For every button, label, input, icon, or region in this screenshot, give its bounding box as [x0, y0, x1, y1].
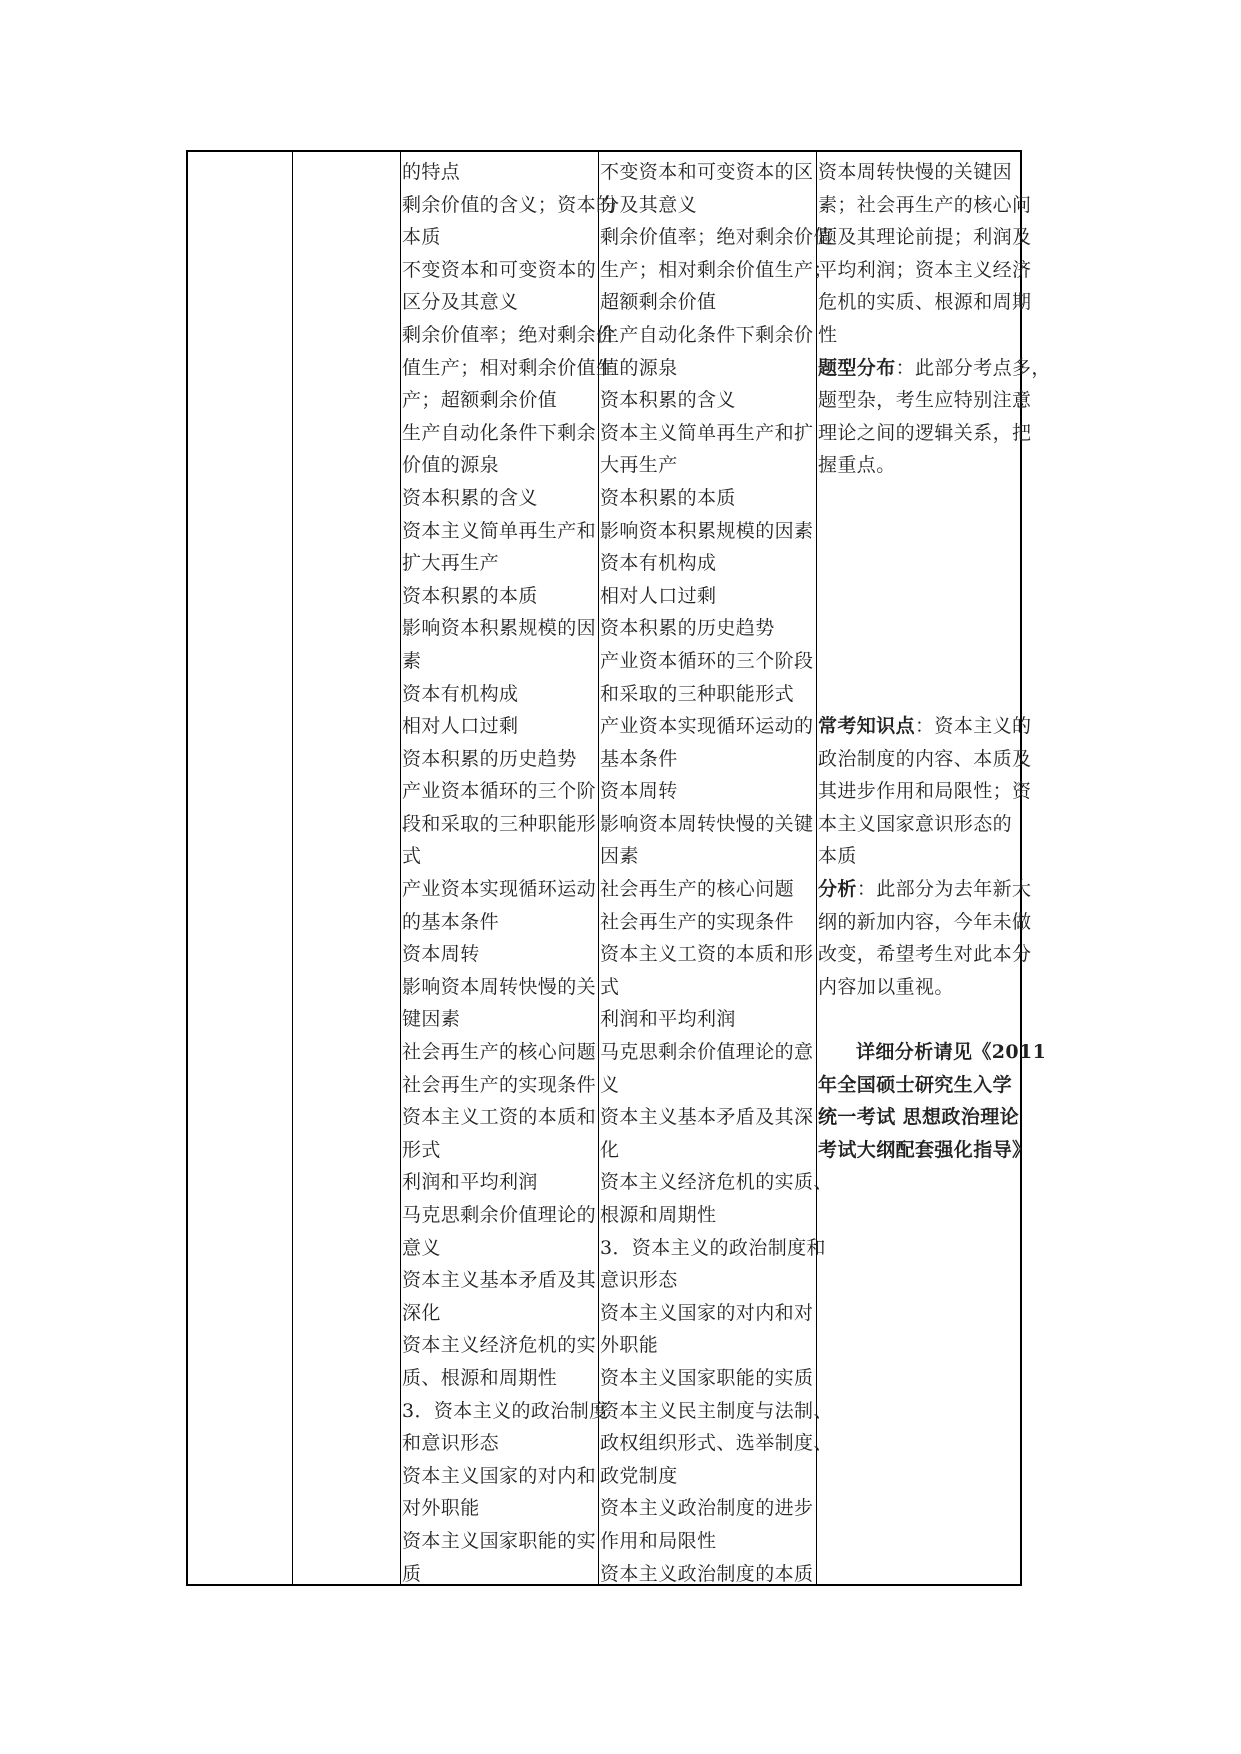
content-line: 本主义国家意识形态的 — [818, 812, 1013, 835]
content-line: 社会再生产的核心问题 — [600, 878, 795, 901]
content-line: 式 — [402, 845, 422, 868]
content-line: 其进步作用和局限性；资 — [818, 780, 1032, 803]
content-line: 键因素 — [402, 1008, 461, 1031]
content-line: 影响资本积累规模的因素 — [600, 519, 814, 542]
common-knowledge-heading — [818, 710, 1032, 743]
reference-note — [818, 1036, 1047, 1166]
content-line: 资本主义经济危机的实质、 — [600, 1171, 833, 1194]
content-line: 本质 — [402, 226, 441, 249]
content-line: 题型杂，考生应特别注意 — [818, 389, 1032, 412]
question-type-block — [818, 384, 1032, 482]
content-line: 资本有机构成 — [600, 552, 717, 575]
content-line: 资本有机构成 — [402, 682, 519, 705]
content-line: 资本主义政治制度的本质 — [600, 1562, 814, 1585]
content-line: 相对人口过剩 — [600, 584, 717, 607]
reference-line: 统一考试 思想政治理论 — [818, 1106, 1020, 1129]
reference-line: 考试大纲配套强化指导》 — [818, 1138, 1032, 1161]
content-line: 资本积累的含义 — [402, 486, 538, 509]
content-line: 危机的实质、根源和周期 — [818, 291, 1032, 314]
content-line: 资本积累的历史趋势 — [402, 747, 577, 770]
question-type-heading — [818, 352, 1051, 385]
content-line: 内容加以重视。 — [818, 975, 954, 998]
column-divider — [400, 152, 401, 1584]
content-line: 3．资本主义的政治制度 — [402, 1399, 609, 1422]
content-line: 社会再生产的实现条件 — [402, 1073, 597, 1096]
content-line: 利润和平均利润 — [402, 1171, 538, 1194]
reference-line: 详细分析请见《2011 — [856, 1041, 1047, 1064]
content-line: 式 — [600, 975, 620, 998]
reference-line: 年全国硕士研究生入学 — [818, 1073, 1013, 1096]
content-line: 扩大再生产 — [402, 552, 500, 575]
content-line: 的基本条件 — [402, 910, 500, 933]
content-line: 资本主义政治制度的进步 — [600, 1497, 814, 1520]
content-line: 区分及其意义 — [402, 291, 519, 314]
content-line: 剩余价值率；绝对剩余价 — [402, 323, 616, 346]
content-line: 理论之间的逻辑关系，把 — [818, 421, 1032, 444]
content-line: 大再生产 — [600, 454, 678, 477]
content-line: 素 — [402, 649, 422, 672]
content-line: 产；超额剩余价值 — [402, 389, 558, 412]
analysis-block — [818, 906, 1032, 1004]
exam-content-column — [402, 156, 616, 1585]
content-line: 资本周转 — [402, 943, 480, 966]
column-divider — [292, 152, 293, 1584]
content-line: 性 — [818, 323, 838, 346]
content-line: 资本周转快慢的关键因 — [818, 161, 1013, 183]
content-line: 外职能 — [600, 1334, 659, 1357]
content-line: 深化 — [402, 1301, 441, 1324]
content-line: 值的源泉 — [600, 356, 678, 379]
content-line: 资本主义国家的对内和对 — [600, 1301, 814, 1324]
content-line: 质、根源和周期性 — [402, 1366, 558, 1389]
content-line: 影响资本周转快慢的关键 — [600, 812, 814, 835]
content-line: 分及其意义 — [600, 193, 698, 216]
content-line: 资本积累的本质 — [402, 584, 538, 607]
content-line: 资本主义简单再生产和扩 — [600, 421, 814, 444]
content-line: 素；社会再生产的核心问 — [818, 193, 1032, 216]
content-line: 相对人口过剩 — [402, 715, 519, 738]
content-line: 的特点 — [402, 161, 461, 183]
content-line: 题及其理论前提；利润及 — [818, 226, 1032, 249]
content-line: 产业资本循环的三个阶 — [402, 780, 597, 803]
content-line: 剩余价值的含义；资本的 — [402, 193, 616, 216]
content-line: 影响资本积累规模的因 — [402, 617, 597, 640]
content-line: 生产自动化条件下剩余 — [402, 421, 597, 444]
content-line: 根源和周期性 — [600, 1204, 717, 1226]
content-line: 段和采取的三种职能形 — [402, 812, 597, 835]
content-line: 剩余价值率；绝对剩余价值 — [600, 226, 833, 249]
common-knowledge-label: 常考知识点 — [818, 715, 916, 738]
content-line: 产业资本实现循环运动 — [402, 878, 597, 901]
content-line: 价值的源泉 — [402, 454, 500, 477]
content-line: 资本主义工资的本质和 — [402, 1106, 597, 1129]
content-line: 平均利润；资本主义经济 — [818, 258, 1032, 281]
content-line: 资本主义经济危机的实 — [402, 1334, 597, 1357]
content-line: 化 — [600, 1138, 620, 1161]
content-line: 社会再生产的实现条件 — [600, 910, 795, 933]
content-line: 生产自动化条件下剩余价 — [600, 323, 814, 346]
content-line: 利润和平均利润 — [600, 1008, 736, 1031]
content-line: 形式 — [402, 1138, 441, 1161]
syllabus-table — [186, 150, 1051, 1586]
content-line: 资本主义民主制度与法制、 — [600, 1399, 833, 1422]
content-line: 资本主义简单再生产和 — [402, 519, 597, 542]
content-line: 政党制度 — [600, 1464, 678, 1487]
content-line: 和采取的三种职能形式 — [600, 682, 795, 705]
content-line: 值生产；相对剩余价值生 — [402, 356, 616, 379]
content-line: 资本主义基本矛盾及其深 — [600, 1106, 814, 1129]
content-line: 和意识形态 — [402, 1432, 500, 1455]
content-line: 影响资本周转快慢的关 — [402, 975, 597, 998]
content-line: 资本周转 — [600, 780, 678, 803]
knowledge-points-column — [600, 156, 833, 1585]
content-line: 义 — [600, 1073, 620, 1096]
content-line: 资本主义工资的本质和形 — [600, 943, 814, 966]
key-points-block — [818, 156, 1032, 352]
content-line: 社会再生产的核心问题 — [402, 1041, 597, 1064]
content-line: 本质 — [818, 845, 857, 868]
content-line: 资本主义国家职能的实质 — [600, 1366, 814, 1389]
content-line: 马克思剩余价值理论的意 — [600, 1041, 814, 1064]
content-line: 政权组织形式、选举制度、 — [600, 1432, 833, 1455]
content-line: 马克思剩余价值理论的 — [402, 1204, 597, 1226]
content-line: 资本积累的含义 — [600, 389, 736, 412]
content-line: 质 — [402, 1562, 422, 1585]
analysis-text: ：此部分为去年新大 — [856, 878, 1032, 901]
content-line: 不变资本和可变资本的 — [402, 258, 597, 281]
question-type-text: ：此部分考点多， — [895, 356, 1051, 379]
content-line: 资本主义基本矛盾及其 — [402, 1269, 597, 1292]
content-line: 因素 — [600, 845, 639, 868]
content-line: 资本积累的历史趋势 — [600, 617, 775, 640]
content-line: 产业资本循环的三个阶段 — [600, 649, 814, 672]
content-line: 改变，希望考生对此本分 — [818, 943, 1032, 966]
content-line: 资本主义国家职能的实 — [402, 1529, 597, 1552]
question-type-label: 题型分布 — [818, 356, 896, 379]
analysis-column — [818, 156, 1051, 1584]
content-line: 3．资本主义的政治制度和 — [600, 1236, 826, 1259]
content-line: 生产；相对剩余价值生产； — [600, 258, 833, 281]
content-line: 超额剩余价值 — [600, 291, 717, 314]
content-line: 资本积累的本质 — [600, 486, 736, 509]
content-line: 纲的新加内容，今年未做 — [818, 910, 1032, 933]
content-line: 作用和局限性 — [600, 1529, 717, 1552]
content-line: 握重点。 — [818, 454, 896, 477]
content-line: 意义 — [402, 1236, 441, 1259]
column-divider — [816, 152, 817, 1584]
content-line: 对外职能 — [402, 1497, 480, 1520]
analysis-label: 分析 — [818, 878, 857, 901]
content-line: 基本条件 — [600, 747, 678, 770]
common-knowledge-block — [818, 743, 1032, 873]
content-line: 意识形态 — [600, 1269, 678, 1292]
analysis-heading — [818, 873, 1032, 906]
content-line: 产业资本实现循环运动的 — [600, 715, 814, 738]
content-line: 不变资本和可变资本的区 — [600, 161, 814, 183]
common-knowledge-text: ：资本主义的 — [915, 715, 1032, 738]
content-line: 资本主义国家的对内和 — [402, 1464, 597, 1487]
content-line: 政治制度的内容、本质及 — [818, 747, 1032, 770]
